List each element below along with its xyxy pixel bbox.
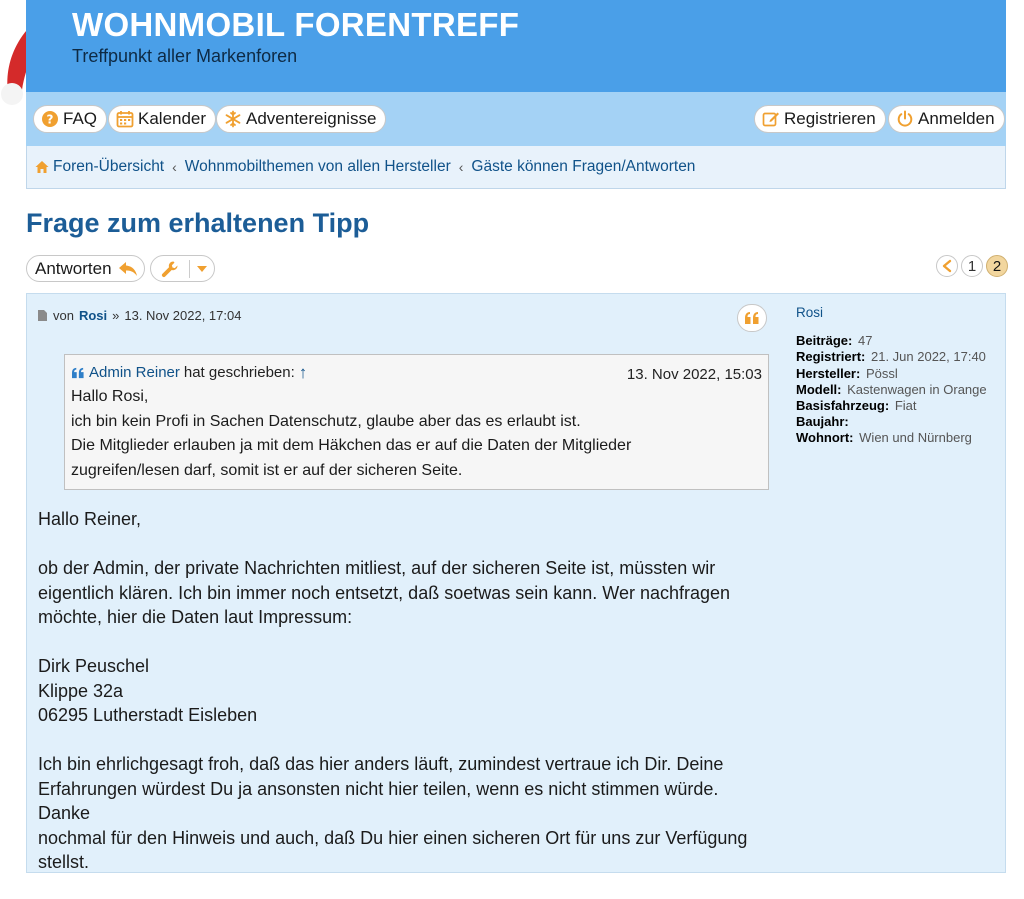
profile-field-model	[796, 382, 996, 398]
question-circle-icon	[41, 110, 59, 128]
register-label: Registrieren	[784, 109, 876, 128]
svg-text:?: ?	[46, 112, 54, 127]
post-line: stellst.	[38, 852, 90, 872]
post-content	[38, 507, 768, 899]
post-paragraph	[38, 752, 768, 875]
profile-value-posts[interactable]: 47	[857, 333, 873, 349]
reply-label: Antworten	[35, 258, 112, 278]
quote-line: ich bin kein Profi in Sachen Datenschutz, glaube aber das es erlaubt ist.	[71, 412, 581, 430]
profile-field-registered	[796, 349, 996, 365]
topic-tools-button[interactable]	[150, 255, 215, 282]
pencil-square-icon	[762, 110, 780, 128]
post-line: möchte, hier die Daten laut Impressum:	[38, 607, 353, 627]
post-line: eigentlich klären. Ich bin immer noch entsetzt, daß soetwas sein kann. Wer nachfragen	[38, 582, 731, 603]
breadcrumb-separator: ‹	[172, 159, 177, 175]
home-icon[interactable]	[35, 160, 49, 174]
post-line: Ich bin ehrlichgesagt froh, daß das hier anders läuft, zumindest vertraue ich Dir. Deine	[38, 754, 724, 774]
quote-author-link[interactable]: Admin Reiner	[89, 363, 180, 381]
post-paragraph	[38, 654, 768, 728]
quote-header	[71, 363, 762, 383]
breadcrumb-item-category[interactable]: Wohnmobilthemen von allen Hersteller	[184, 158, 451, 175]
profile-value: Wien und Nürnberg	[859, 430, 972, 446]
quote-icon	[744, 311, 760, 325]
post-line: ob der Admin, der private Nachrichten mitliest, auf der sicheren Seite ist, müssten wir	[38, 558, 716, 578]
profile-label: Baujahr:	[796, 414, 849, 430]
profile-value: Kastenwagen in Orange	[847, 381, 987, 397]
calendar-icon	[116, 110, 134, 128]
previous-page-button[interactable]	[936, 255, 958, 277]
post-meta	[37, 308, 241, 323]
post-line: Erfahrungen würdest Du ja ansonsten nicht hier teilen, wenn es nicht stimmen würde. Danke	[38, 778, 719, 823]
register-button[interactable]	[754, 105, 886, 133]
pagination	[936, 255, 1008, 277]
post-line: nochmal für den Hinweis und auch, daß Du hier einen sicheren Ort für uns zur Verfügung	[38, 827, 748, 848]
profile-label: Registriert:	[796, 349, 866, 365]
reply-arrow-icon	[118, 261, 138, 277]
post-file-icon[interactable]	[37, 309, 48, 322]
quote-line: zugreifen/lesen darf, somit ist er auf der sicheren Seite.	[71, 461, 463, 479]
profile-username-link[interactable]: Rosi	[796, 305, 824, 320]
post-line: 06295 Lutherstadt Eisleben	[38, 705, 258, 725]
breadcrumb	[26, 146, 1006, 189]
calendar-label: Kalender	[138, 109, 207, 128]
reply-button[interactable]	[26, 255, 145, 282]
post-meta-separator: »	[112, 308, 120, 323]
profile-value: Pössl	[865, 365, 898, 381]
quote-line: Hallo Rosi,	[71, 388, 149, 405]
breadcrumb-item-forum[interactable]: Gäste können Fragen/Antworten	[471, 158, 696, 175]
profile-field-base-vehicle	[796, 398, 996, 414]
power-icon	[896, 110, 914, 128]
faq-button[interactable]	[33, 105, 107, 133]
post-line: Dirk Peuschel	[38, 656, 150, 676]
quote-block	[64, 354, 769, 490]
advent-events-button[interactable]	[216, 105, 386, 133]
post-meta-prefix: von	[53, 308, 74, 323]
login-button[interactable]	[888, 105, 1005, 133]
quote-cite-icon	[71, 367, 85, 379]
topic-title[interactable]: Frage zum erhaltenen Tipp	[26, 208, 370, 238]
breadcrumb-separator: ‹	[458, 159, 464, 175]
profile-label: Beiträge:	[796, 333, 853, 349]
login-label: Anmelden	[918, 109, 995, 128]
profile-value: 21. Jun 2022, 17:40	[870, 349, 986, 365]
navbar	[26, 92, 1006, 146]
profile-label: Hersteller:	[796, 365, 861, 381]
profile-field-posts	[796, 333, 996, 349]
advent-events-label: Adventereignisse	[246, 109, 377, 128]
post-paragraph	[38, 556, 768, 630]
snowflake-icon	[224, 110, 242, 128]
quote-jump-up-link[interactable]: ↑	[298, 362, 308, 382]
quote-line: Die Mitglieder erlauben ja mit dem Häkchen das er auf die Daten der Mitglieder	[71, 437, 632, 454]
site-description: Treffpunkt aller Markenforen	[72, 46, 298, 66]
caret-down-icon	[190, 266, 214, 272]
profile-label: Basisfahrzeug:	[796, 398, 890, 414]
chevron-left-icon	[942, 260, 952, 272]
wrench-icon	[151, 260, 189, 278]
page-button-1[interactable]: 1	[961, 255, 983, 277]
faq-label: FAQ	[63, 109, 98, 128]
quote-body	[71, 385, 762, 483]
post-line: Hallo Reiner,	[38, 509, 142, 529]
post-line: Klippe 32a	[38, 680, 124, 701]
profile-field-location	[796, 430, 996, 446]
site-title[interactable]: WOHNMOBIL FORENTREFF	[72, 6, 520, 43]
profile-value: Fiat	[894, 398, 917, 414]
post-author-link[interactable]: Rosi	[78, 308, 108, 323]
post-date: 13. Nov 2022, 17:04	[124, 308, 242, 323]
breadcrumb-item-forum-index[interactable]: Foren-Übersicht	[53, 158, 165, 175]
post	[26, 293, 1006, 873]
profile-label: Modell:	[796, 381, 842, 397]
quote-wrote-label: hat geschrieben:	[183, 363, 295, 381]
calendar-button[interactable]	[108, 105, 216, 133]
page-button-current: 2	[986, 255, 1008, 277]
quote-button[interactable]	[737, 304, 767, 332]
profile-label: Wohnort:	[796, 430, 854, 446]
post-profile	[796, 305, 996, 447]
profile-field-year	[796, 414, 996, 430]
post-paragraph	[38, 507, 768, 532]
site-header	[26, 0, 1006, 92]
quote-date: 13. Nov 2022, 15:03	[626, 366, 762, 383]
profile-field-manufacturer	[796, 366, 996, 382]
